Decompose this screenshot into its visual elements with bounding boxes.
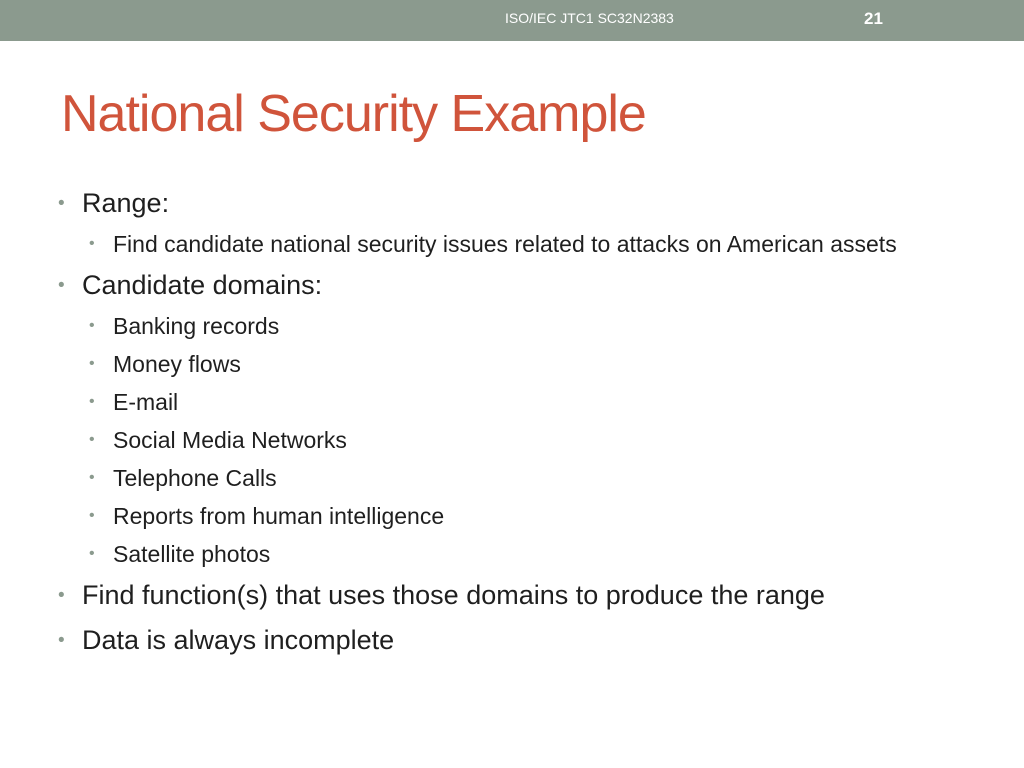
bullet-range — [58, 185, 968, 222]
bullet-icon: • — [58, 585, 65, 606]
bullet-icon: • — [89, 469, 95, 486]
bullet-text: Telephone Calls — [113, 465, 277, 491]
sub-bullet-domain — [89, 386, 968, 418]
bullet-icon: • — [89, 317, 95, 334]
header-bar — [0, 0, 1024, 41]
bullet-text: Find function(s) that uses those domains to produce the range — [82, 580, 825, 610]
bullet-text: Reports from human intelligence — [113, 503, 445, 529]
bullet-text: Satellite photos — [113, 541, 271, 567]
page-number: 21 — [864, 9, 883, 28]
bullet-text: Data is always incomplete — [82, 625, 395, 655]
bullet-icon: • — [89, 393, 95, 410]
bullet-text: Range: — [82, 188, 170, 218]
bullet-icon: • — [89, 507, 95, 524]
bullet-text: Candidate domains: — [82, 270, 323, 300]
sub-bullet-domain — [89, 424, 968, 456]
sub-bullet-domain — [89, 500, 968, 532]
sub-bullet-domain — [89, 348, 968, 380]
bullet-list — [58, 185, 968, 659]
document-id: ISO/IEC JTC1 SC32N2383 — [505, 10, 674, 26]
bullet-icon: • — [89, 355, 95, 372]
bullet-text: Find candidate national security issues related to attacks on American assets — [113, 231, 897, 257]
bullet-data-incomplete — [58, 622, 968, 659]
bullet-text: Social Media Networks — [113, 427, 347, 453]
bullet-text: E-mail — [113, 389, 179, 415]
sub-bullet-range — [89, 228, 968, 260]
bullet-text: Money flows — [113, 351, 241, 377]
bullet-icon: • — [58, 193, 65, 214]
sub-bullet-domain — [89, 538, 968, 570]
sub-bullet-domain — [89, 310, 968, 342]
bullet-find-function — [58, 577, 968, 614]
sub-bullet-domain — [89, 462, 968, 494]
bullet-icon: • — [58, 275, 65, 296]
slide-title: National Security Example — [61, 85, 646, 143]
bullet-text: Banking records — [113, 313, 280, 339]
bullet-candidate-domains — [58, 267, 968, 304]
bullet-icon: • — [89, 545, 95, 562]
bullet-icon: • — [58, 630, 65, 651]
bullet-icon: • — [89, 431, 95, 448]
bullet-icon: • — [89, 235, 95, 252]
